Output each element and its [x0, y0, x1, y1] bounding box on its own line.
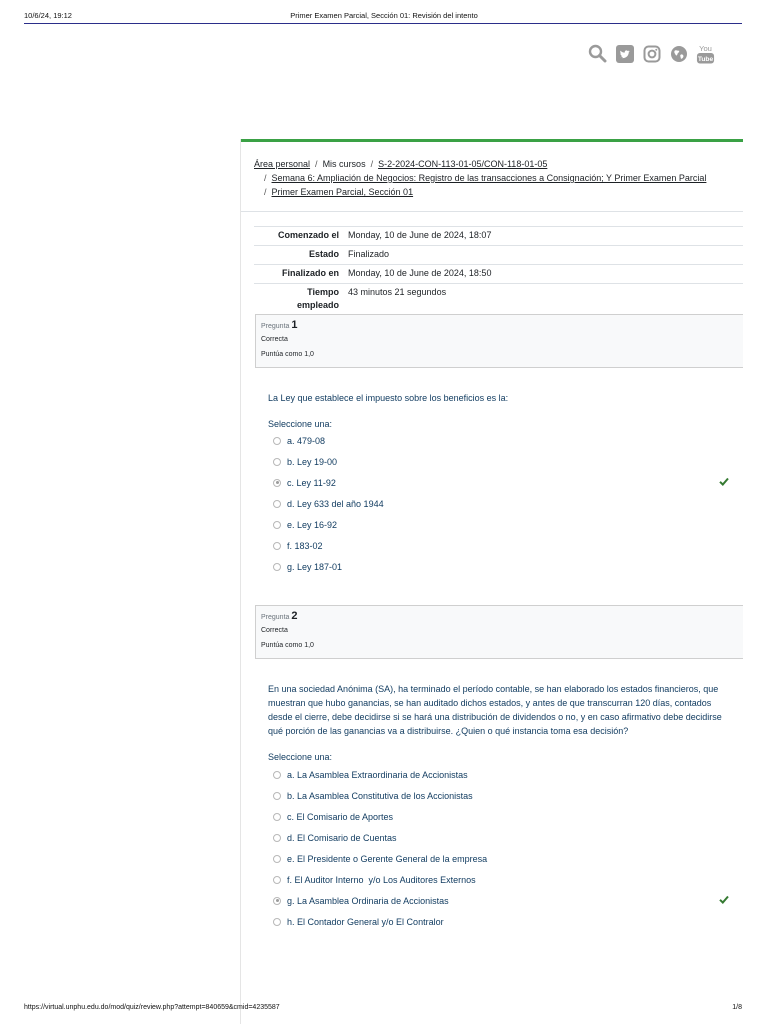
radio-button[interactable]: [273, 563, 281, 571]
breadcrumb: [254, 157, 743, 199]
youtube-icon[interactable]: [696, 44, 715, 63]
question-number-value: 2: [291, 610, 298, 622]
answer-option[interactable]: [273, 430, 733, 451]
summary-label: [254, 286, 348, 312]
answer-option[interactable]: [273, 764, 733, 785]
main-content: [240, 139, 742, 1024]
print-date: 10/6/24, 19:12: [24, 11, 72, 20]
instagram-icon[interactable]: [642, 44, 661, 63]
radio-button[interactable]: [273, 834, 281, 842]
answer-label: g. La Asamblea Ordinaria de Accionistas: [287, 895, 449, 906]
radio-button[interactable]: [273, 792, 281, 800]
answer-option[interactable]: [273, 869, 733, 890]
summary-value: Finalizado: [348, 249, 390, 259]
answer-option[interactable]: [273, 806, 733, 827]
answer-list-2: [273, 764, 733, 932]
summary-row-state: [254, 245, 743, 264]
correct-check-icon: [719, 895, 729, 904]
summary-value: Monday, 10 de June de 2024, 18:07: [348, 230, 492, 240]
svg-text:Tube: Tube: [697, 55, 714, 63]
question-number-value: 1: [291, 319, 298, 331]
question-grade: Puntúa como 1,0: [261, 351, 314, 358]
answer-label: d. Ley 633 del año 1944: [287, 498, 384, 509]
answer-option[interactable]: [273, 472, 733, 493]
breadcrumb-section-link[interactable]: Semana 6: Ampliación de Negocios: Registro de las transacciones a Consignación; Y Primer Examen Parcial: [271, 173, 707, 183]
question-info-2: [255, 605, 743, 659]
answer-label: c. El Comisario de Aportes: [287, 811, 394, 822]
twitter-icon[interactable]: [615, 44, 634, 63]
answer-option[interactable]: [273, 451, 733, 472]
answer-label: d. El Comisario de Cuentas: [287, 832, 397, 843]
answer-option[interactable]: [273, 514, 733, 535]
answer-option[interactable]: [273, 848, 733, 869]
answer-label: a. La Asamblea Extraordinaria de Accionistas: [287, 769, 468, 780]
breadcrumb-divider: [241, 211, 743, 212]
header-rule: [24, 23, 742, 24]
breadcrumb-quiz-link[interactable]: Primer Examen Parcial, Sección 01: [271, 187, 414, 197]
breadcrumb-separator: /: [264, 187, 267, 197]
page-url: https://virtual.unphu.edu.do/mod/quiz/review.php?attempt=840659&cmid=4235587: [24, 1004, 280, 1011]
summary-label: Comenzado el: [277, 230, 339, 240]
correct-check-icon: [719, 477, 729, 486]
answer-option[interactable]: [273, 785, 733, 806]
question-info-1: [255, 314, 743, 368]
attempt-summary-table: [254, 226, 743, 315]
answer-label: c. Ley 11-92: [287, 477, 336, 488]
summary-row-finished: [254, 264, 743, 283]
question-grade: Puntúa como 1,0: [261, 642, 314, 649]
page-number: 1/8: [732, 1004, 742, 1011]
breadcrumb-home-link[interactable]: Área personal: [254, 159, 311, 169]
radio-button[interactable]: [273, 876, 281, 884]
globe-icon[interactable]: [669, 44, 688, 63]
summary-label-line: Tiempo: [307, 287, 339, 297]
radio-button[interactable]: [273, 437, 281, 445]
answer-label: b. La Asamblea Constitutiva de los Accionistas: [287, 790, 473, 801]
breadcrumb-course-link[interactable]: S-2-2024-CON-113-01-05/CON-118-01-05: [378, 159, 548, 169]
summary-row-started: [254, 226, 743, 245]
answer-label: f. 183-02: [287, 540, 323, 551]
radio-button[interactable]: [273, 918, 281, 926]
summary-label: Estado: [308, 249, 339, 259]
radio-button[interactable]: [273, 813, 281, 821]
question-state: Correcta: [261, 336, 288, 343]
breadcrumb-separator: /: [264, 173, 267, 183]
radio-button[interactable]: [273, 521, 281, 529]
question-label: Pregunta: [261, 614, 290, 621]
search-icon[interactable]: [588, 44, 607, 63]
answer-label: e. Ley 16-92: [287, 519, 338, 530]
breadcrumb-separator: /: [315, 159, 318, 169]
summary-label: Finalizado en: [281, 268, 339, 278]
answer-label: f. El Auditor Interno y/o Los Auditores Externos: [287, 874, 476, 885]
print-footer: [0, 1001, 768, 1015]
answer-label: e. El Presidente o Gerente General de la empresa: [287, 853, 488, 864]
question-state: Correcta: [261, 627, 288, 634]
summary-value: 43 minutos 21 segundos: [348, 287, 447, 297]
print-title: Primer Examen Parcial, Sección 01: Revisión del intento: [290, 11, 478, 20]
print-header: [0, 0, 768, 26]
question-text-1: La Ley que establece el impuesto sobre los beneficios es la:: [268, 393, 509, 403]
question-number: [261, 611, 738, 623]
select-prompt-2: Seleccione una:: [268, 752, 333, 762]
radio-button[interactable]: [273, 771, 281, 779]
answer-label: b. Ley 19-00: [287, 456, 338, 467]
radio-button[interactable]: [273, 500, 281, 508]
social-links: [588, 44, 715, 63]
breadcrumb-separator: /: [370, 159, 374, 169]
answer-label: a. 479-08: [287, 435, 326, 446]
summary-row-time: [254, 283, 743, 315]
radio-button[interactable]: [273, 855, 281, 863]
answer-option[interactable]: [273, 493, 733, 514]
radio-button-selected[interactable]: [273, 479, 281, 487]
summary-label-line: empleado: [296, 300, 339, 310]
question-number: [261, 320, 738, 332]
answer-option[interactable]: [273, 827, 733, 848]
answer-option[interactable]: [273, 535, 733, 556]
answer-option[interactable]: [273, 911, 733, 932]
radio-button[interactable]: [273, 542, 281, 550]
answer-option[interactable]: [273, 890, 733, 911]
question-label: Pregunta: [261, 323, 290, 330]
select-prompt-1: Seleccione una:: [268, 419, 333, 429]
answer-list-1: [273, 430, 733, 577]
accent-bar: [241, 139, 743, 142]
breadcrumb-my-courses: Mis cursos: [322, 159, 366, 169]
radio-button-selected[interactable]: [273, 897, 281, 905]
svg-text:You: You: [699, 43, 712, 53]
question-text-2: En una sociedad Anónima (SA), ha terminado el período contable, se han elaborado los estados financieros, que muestran que hubo ganancias, se han auditado dichos estados, y antes de que transcurran 120 días, contados desde el cierre, debe decidirse si se hará una distribución de dividendos o no, y en caso afirmativo debe decidirse qué porción de las ganancias va a distribuirse. ¿Quien o qué instancia toma esa decisión?: [268, 684, 722, 736]
answer-label: h. El Contador General y/o El Contralor: [287, 916, 444, 927]
radio-button[interactable]: [273, 458, 281, 466]
answer-label: g. Ley 187-01: [287, 561, 343, 572]
summary-value: Monday, 10 de June de 2024, 18:50: [348, 268, 492, 278]
answer-option[interactable]: [273, 556, 733, 577]
